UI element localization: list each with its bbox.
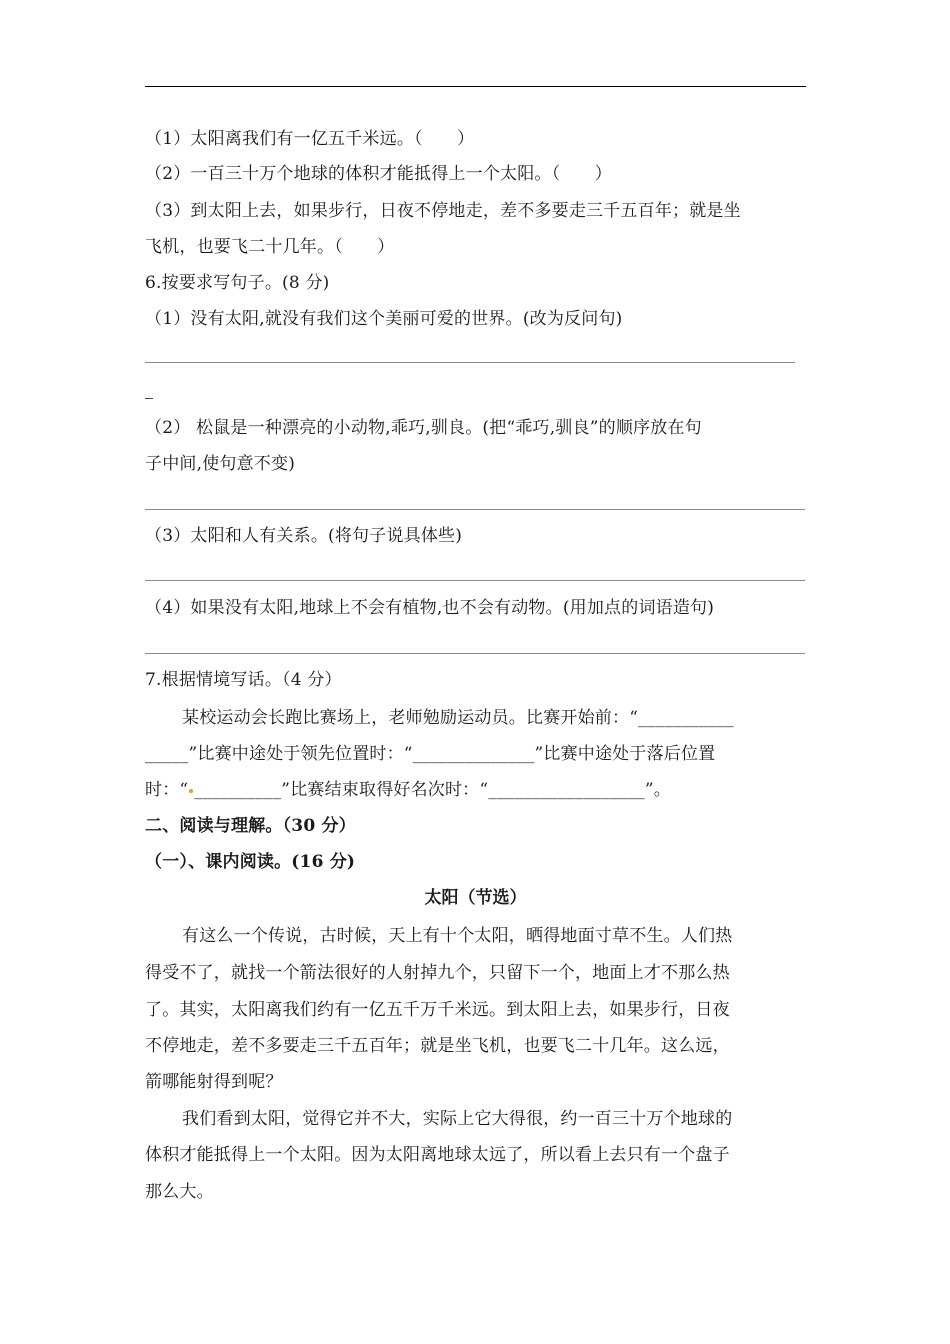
question-5-3-line1: （3）到太阳上去，如果步行，日夜不停地走，差不多要走三千五百年；就是坐 [145,201,741,221]
question-6-title: 6.按要求写句子。(8 分) [145,273,330,293]
passage-p1-line3: 了。其实，太阳离我们约有一亿五千万千米远。到太阳上去，如果步行，日夜 [145,1000,730,1020]
passage-p2-line1: 我们看到太阳，觉得它并不大，实际上它大得很，约一百三十万个地球的 [182,1109,733,1129]
passage-p2-line3: 那么大。 [145,1182,214,1202]
passage-p2-line2: 体积才能抵得上一个太阳。因为太阳离地球太远了，所以看上去只有一个盘子 [145,1145,730,1165]
question-5-2: （2）一百三十万个地球的体积才能抵得上一个太阳。（ ） [145,164,612,184]
question-5-3-line2: 飞机，也要飞二十几年。（ ） [145,237,395,257]
question-6-2-line1: （2） 松鼠是一种漂亮的小动物,乖巧,驯良。(把“乖巧,驯良”的顺序放在句 [145,418,702,438]
passage-title: 太阳（节选） [424,888,527,908]
passage-p1-line2: 得受不了，就找一个箭法很好的人射掉九个，只留下一个，地面上才不那么热 [145,963,730,983]
passage-p1-line5: 箭哪能射得到呢？ [145,1072,283,1092]
question-6-1: （1）没有太阳,就没有我们这个美丽可爱的世界。(改为反问句) [145,309,623,329]
answer-line-6-2[interactable] [145,509,805,510]
question-7-line3-end: __________”比赛结束取得好名次时：“__________________”。 [194,780,671,800]
subsection-1-heading: （一）、课内阅读。(16 分) [145,852,356,872]
question-7-line2: _____”比赛中途处于领先位置时：“______________”比赛中途处于落后位置 [145,744,716,764]
passage-p1-line4: 不停地走，差不多要走三千五百年；就是坐飞机，也要飞二十几年。这么远， [145,1036,730,1056]
yellow-dot-mark [189,789,193,793]
question-6-4: （4）如果没有太阳,地球上不会有植物,也不会有动物。(用加点的词语造句) [145,598,715,618]
header-rule [145,86,806,87]
question-7-line3 [145,778,671,802]
question-6-3: （3）太阳和人有关系。(将句子说具体些) [145,526,463,546]
question-6-2-line2: 子中间,使句意不变) [145,454,296,474]
answer-line-6-1[interactable] [145,362,795,363]
passage-p1-line1: 有这么一个传说，古时候，天上有十个太阳，晒得地面寸草不生。人们热 [182,926,733,946]
question-5-1: （1）太阳离我们有一亿五千米远。（ ） [145,129,475,149]
question-7-title: 7.根据情境写话。（4 分） [145,670,342,690]
answer-line-dash [145,398,153,399]
answer-line-6-3[interactable] [145,580,805,581]
answer-line-6-4[interactable] [145,653,805,654]
question-7-line1: 某校运动会长跑比赛场上，老师勉励运动员。比赛开始前：“___________ [182,708,734,728]
question-7-line3-start: 时：“ [145,780,189,800]
section-2-heading: 二、阅读与理解。（30 分） [145,816,356,836]
